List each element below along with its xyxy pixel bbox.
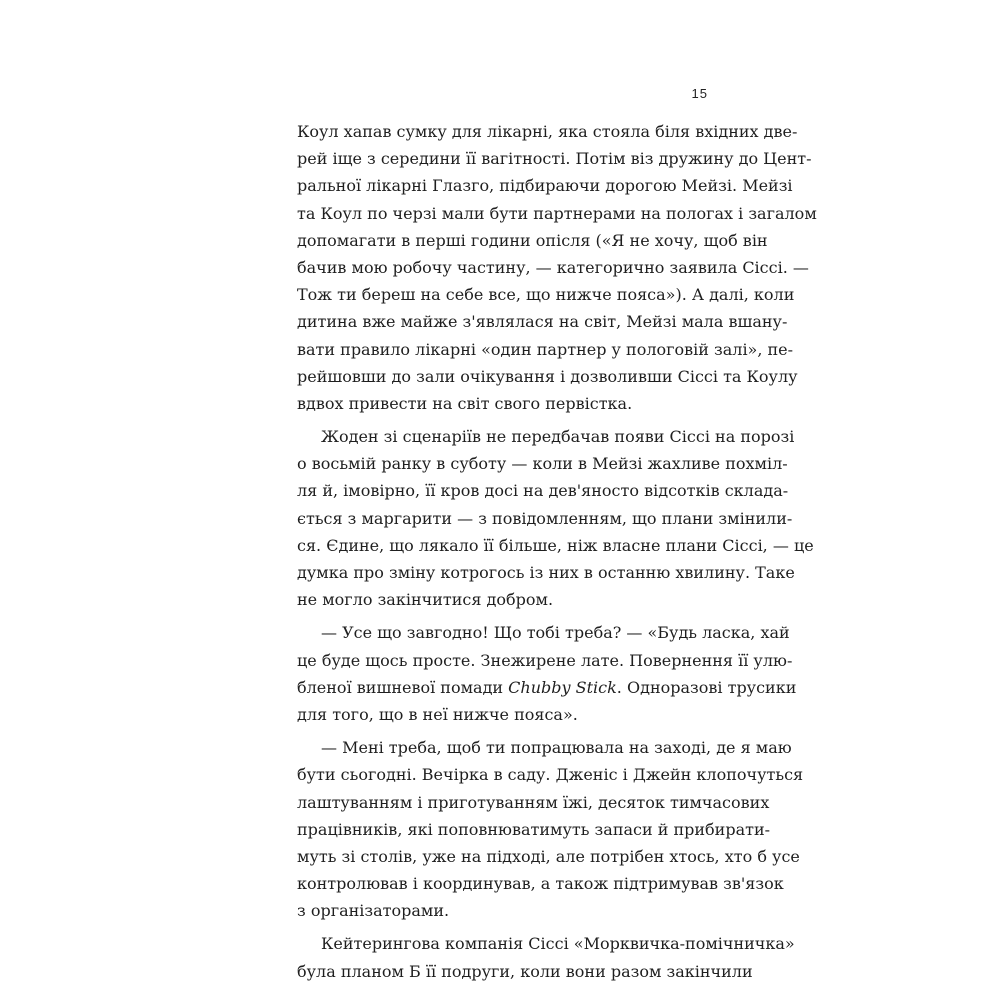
text-line: — Усе що завгодно! Що тобі треба? — «Будь ласка, хай bbox=[321, 623, 790, 643]
text-line: не могло закінчитися добром. bbox=[297, 590, 554, 610]
text-line: ральної лікарні Глазго, підбираючи дорогою Мейзі. Мейзі bbox=[297, 176, 793, 196]
italic-product-name: Chubby Stick bbox=[508, 677, 617, 697]
text-line: Коул хапав сумку для лікарні, яка стояла біля вхідних две- bbox=[297, 122, 798, 141]
text-line: Кейтерингова компанія Сіссі «Морквичка-помічничка» bbox=[321, 934, 795, 954]
text-line: ля й, імовірно, її кров досі на дев'яносто відсотків склада- bbox=[297, 481, 789, 501]
text-line: контролював і координував, а також підтримував зв'язок bbox=[297, 874, 784, 894]
text-line: дитина вже майже з'являлася на світ, Мейзі мала вшану- bbox=[297, 312, 788, 332]
text-line: з організаторами. bbox=[297, 901, 450, 921]
text-line: ся. Єдине, що лякало її більше, ніж власне плани Сіссі, — це bbox=[297, 535, 814, 555]
text-line: думка про зміну котрогось із них в останню хвилину. Таке bbox=[297, 563, 795, 582]
text-line: о восьмій ранку в суботу — коли в Мейзі жахливе похміл- bbox=[297, 454, 788, 474]
text-line: це буде щось просте. Знежирене лате. Повернення її улю- bbox=[297, 650, 793, 670]
text-line: допомагати в перші години опісля («Я не хочу, щоб він bbox=[297, 230, 768, 250]
text-line: Тож ти береш на себе все, що нижче пояса»). А далі, коли bbox=[297, 285, 795, 305]
text-line: — Мені треба, щоб ти попрацювала на заході, де я маю bbox=[321, 738, 792, 758]
text-line: була планом Б її подруги, коли вони разом закінчили bbox=[297, 961, 753, 981]
text-line: бачив мою робочу частину, — категорично заявила Сіссі. — bbox=[297, 257, 809, 277]
text-line: Жоден зі сценаріїв не передбачав появи Сіссі на порозі bbox=[321, 427, 795, 447]
text-line: та Коул по черзі мали бути партнерами на пологах і загалом bbox=[297, 203, 817, 223]
text-segment: . Одноразові трусики bbox=[616, 677, 797, 697]
text-line: рейшовши до зали очікування і дозволивши Сіссі та Коулу bbox=[297, 366, 798, 386]
text-line: рей іще з середини її вагітності. Потім віз дружину до Цент- bbox=[297, 149, 812, 169]
text-line: працівників, які поповнюватимуть запаси й прибирати- bbox=[297, 819, 771, 839]
text-line: лаштуванням і приготуванням їжі, десяток тимчасових bbox=[297, 792, 770, 812]
text-line: бути сьогодні. Вечірка в саду. Дженіс і Джейн клопочуться bbox=[297, 765, 804, 785]
text-line: вдвох привести на світ свого первістка. bbox=[297, 393, 633, 413]
page-number: 15 bbox=[691, 86, 708, 101]
text-line: ється з маргарити — з повідомленням, що плани змінили- bbox=[297, 508, 793, 528]
text-segment: бленої вишневої помади bbox=[297, 677, 509, 697]
text-line: муть зі столів, уже на підході, але потрібен хтось, хто б усе bbox=[297, 846, 800, 866]
text-line: вати правило лікарні «один партнер у пологовій залі», пе- bbox=[297, 339, 794, 359]
text-line-with-italic bbox=[297, 674, 797, 701]
text-line: для того, що в неї нижче пояса». bbox=[297, 704, 578, 724]
book-text bbox=[297, 118, 817, 985]
